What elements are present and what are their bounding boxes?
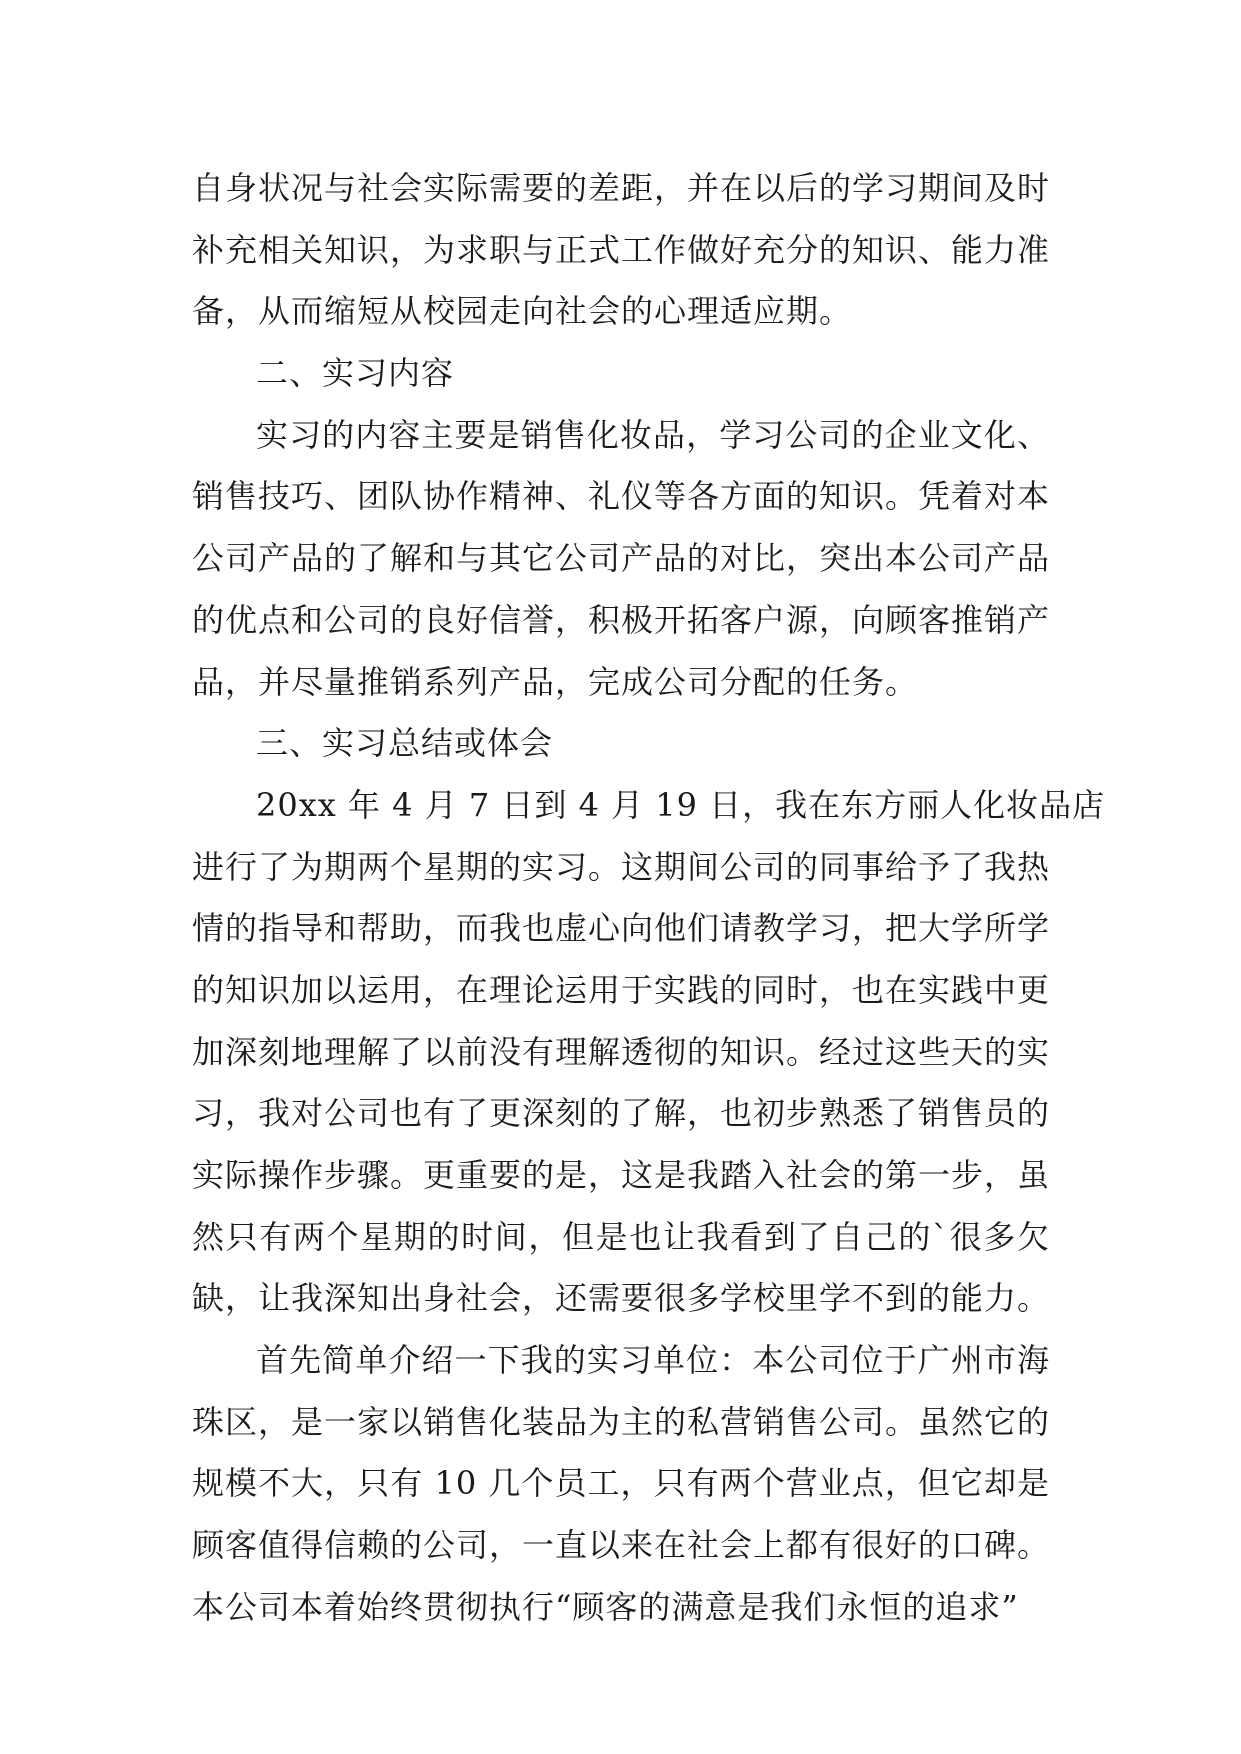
paragraph-line: 的优点和公司的良好信誉，积极开拓客户源，向顾客推销产	[192, 600, 1051, 639]
paragraph-line: 备，从而缩短从校园走向社会的心理适应期。	[192, 292, 853, 331]
paragraph-line: 品，并尽量推销系列产品，完成公司分配的任务。	[192, 662, 919, 701]
paragraph-line: 20xx 年 4 月 7 日到 4 月 19 日，我在东方丽人化妆品店	[256, 785, 1106, 824]
section-heading-summary: 三、实习总结或体会	[256, 724, 554, 763]
paragraph-line: 进行了为期两个星期的实习。这期间公司的同事给予了我热	[192, 847, 1051, 886]
paragraph-line: 销售技巧、团队协作精神、礼仪等各方面的知识。凭着对本	[192, 477, 1051, 516]
section-heading-content: 二、实习内容	[256, 354, 455, 393]
paragraph-line: 自身状况与社会实际需要的差距，并在以后的学习期间及时	[192, 169, 1051, 207]
paragraph-line: 本公司本着始终贯彻执行“顾客的满意是我们永恒的追求”	[192, 1587, 1019, 1626]
paragraph-line: 珠区，是一家以销售化装品为主的私营销售公司。虽然它的	[192, 1402, 1051, 1441]
paragraph-line: 公司产品的了解和与其它公司产品的对比，突出本公司产品	[192, 539, 1051, 578]
paragraph-line: 缺，让我深知出身社会，还需要很多学校里学不到的能力。	[192, 1279, 1051, 1318]
paragraph-line: 实习的内容主要是销售化妆品，学习公司的企业文化、	[256, 415, 1050, 454]
paragraph-line: 实际操作步骤。更重要的是，这是我踏入社会的第一步，虽	[192, 1156, 1051, 1194]
paragraph-line: 习，我对公司也有了更深刻的了解，也初步熟悉了销售员的	[192, 1094, 1051, 1133]
paragraph-line: 补充相关知识，为求职与正式工作做好充分的知识、能力准	[192, 230, 1051, 269]
paragraph-line: 首先简单介绍一下我的实习单位：本公司位于广州市海	[256, 1341, 1050, 1380]
paragraph-line: 顾客值得信赖的公司，一直以来在社会上都有很好的口碑。	[192, 1526, 1051, 1565]
body-text	[192, 158, 1106, 1639]
paragraph-line: 然只有两个星期的时间，但是也让我看到了自己的`很多欠	[192, 1217, 1050, 1256]
paragraph-line: 的知识加以运用，在理论运用于实践的同时，也在实践中更	[192, 970, 1051, 1009]
paragraph-line: 情的指导和帮助，而我也虚心向他们请教学习，把大学所学	[192, 909, 1051, 948]
paragraph-line: 规模不大，只有 10 几个员工，只有两个营业点，但它却是	[192, 1464, 1050, 1503]
paragraph-line: 加深刻地理解了以前没有理解透彻的知识。经过这些天的实	[192, 1032, 1051, 1071]
